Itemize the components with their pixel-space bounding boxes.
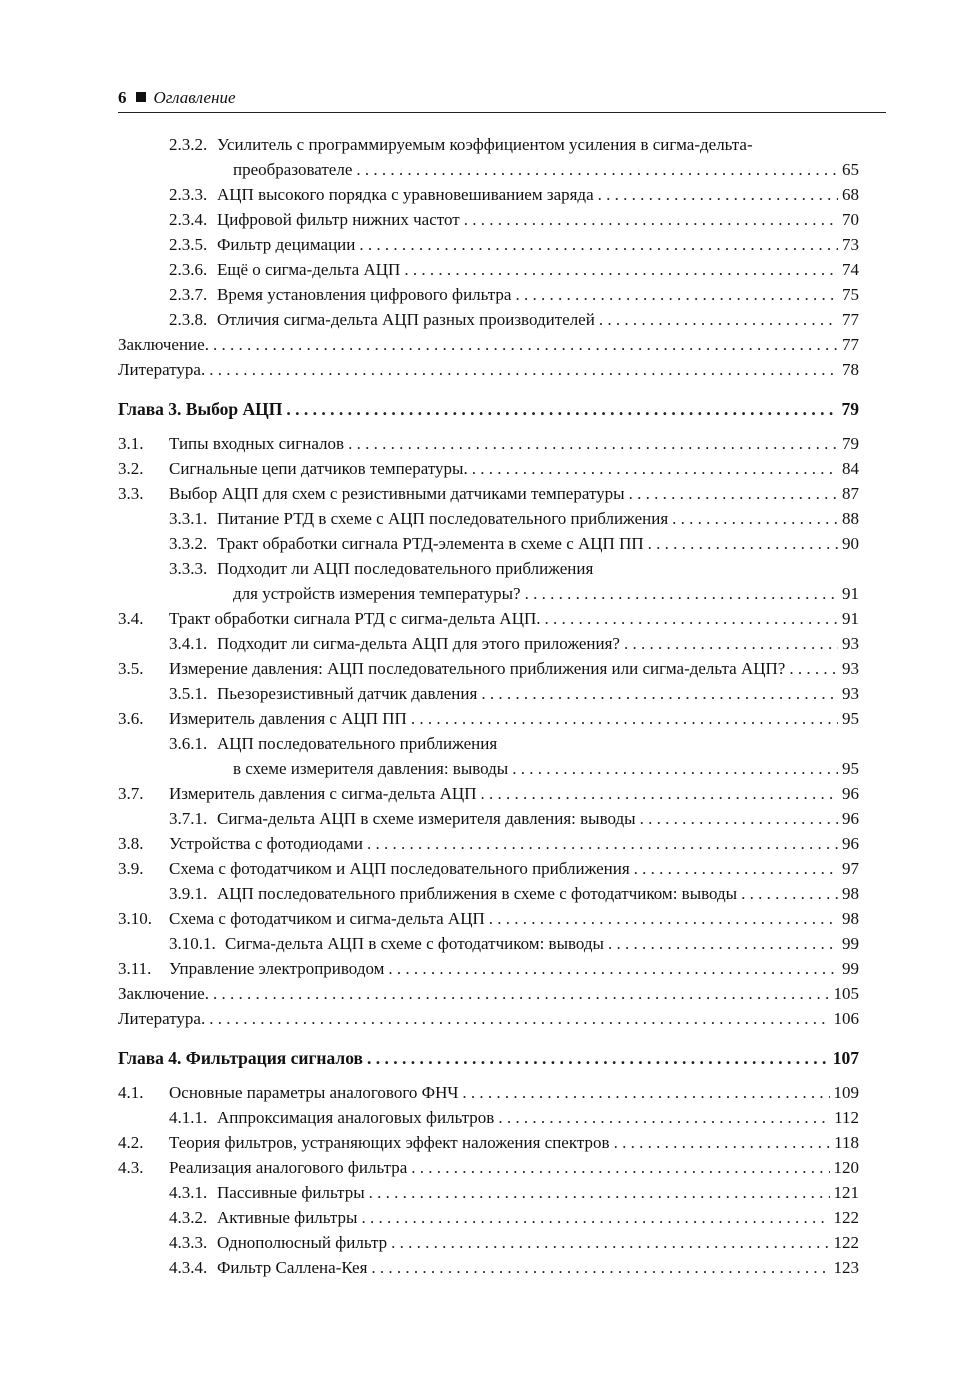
toc-page-number: 79 (842, 434, 859, 453)
toc-entry[interactable] (118, 257, 859, 282)
dot-leader (209, 1006, 829, 1031)
toc-page-number: 97 (842, 859, 859, 878)
toc-entry-number: 2.3.2. (169, 135, 208, 154)
toc-page-number: 79 (841, 399, 859, 419)
toc-page-number: 90 (842, 534, 859, 553)
toc-entry-number: 2.3.6. (169, 260, 208, 279)
toc-entry-number: 3.6.1. (169, 734, 208, 753)
toc-page-number: 118 (834, 1133, 859, 1152)
toc-entry-number: 2.3.8. (169, 310, 208, 329)
dot-leader (369, 1180, 830, 1205)
toc-entry-title: Заключение. (118, 335, 209, 354)
toc-chapter[interactable] (118, 396, 859, 422)
toc-entry-title: Подходит ли АЦП последовательного приближения (217, 559, 594, 578)
toc-entry-number: 3.6. (118, 709, 144, 728)
toc-entry[interactable] (118, 681, 859, 706)
toc-page-number: 120 (833, 1158, 859, 1177)
toc-entry[interactable] (118, 981, 859, 1006)
dot-leader (648, 531, 838, 556)
dot-leader (481, 781, 839, 806)
toc-entry[interactable] (118, 1180, 859, 1205)
toc-entry[interactable] (118, 282, 859, 307)
toc-entry-number: 3.9. (118, 859, 144, 878)
toc-entry-number: 4.2. (118, 1133, 144, 1152)
running-title: Оглавление (153, 88, 236, 107)
running-header (118, 86, 886, 113)
toc-page-number: 77 (842, 310, 859, 329)
toc-entry-number: 4.3.3. (169, 1233, 208, 1252)
dot-leader (629, 481, 838, 506)
toc-entry-title: АЦП последовательного приближения (217, 734, 498, 753)
toc-entry-title: Основные параметры аналогового ФНЧ (169, 1083, 459, 1102)
toc-entry-title: Подходит ли сигма-дельта АЦП для этого приложения? (217, 634, 620, 653)
dot-leader (608, 931, 838, 956)
toc-entry-title: Сигма-дельта АЦП в схеме измерителя давления: выводы (217, 809, 636, 828)
toc-entry-number: 3.3. (118, 484, 144, 503)
toc-entry-title: Управление электроприводом (169, 959, 385, 978)
toc-entry-title: Литература. (118, 1009, 206, 1028)
dot-leader (367, 831, 838, 856)
toc-entry[interactable] (118, 1155, 859, 1180)
dot-leader (640, 806, 838, 831)
square-bullet-icon (136, 92, 146, 102)
toc-entry[interactable] (118, 481, 859, 506)
toc-entry[interactable] (118, 1205, 859, 1230)
toc-page-number: 77 (842, 335, 859, 354)
dot-leader (545, 606, 839, 631)
toc-entry-number: 3.3.3. (169, 559, 208, 578)
toc-entry-number: 3.1. (118, 434, 144, 453)
toc-entry-title: Выбор АЦП для схем с резистивными датчиками температуры (169, 484, 625, 503)
toc-entry-number: 4.3.1. (169, 1183, 208, 1202)
toc-entry-title: Питание РТД в схеме с АЦП последовательного приближения (217, 509, 669, 528)
toc-entry[interactable] (118, 1230, 859, 1255)
dot-leader (367, 1045, 829, 1071)
dot-leader (286, 396, 837, 422)
toc-entry-title: АЦП последовательного приближения в схеме с фотодатчиком: выводы (217, 884, 738, 903)
toc-entry-number: 3.2. (118, 459, 144, 478)
toc-entry-title: Литература. (118, 360, 206, 379)
dot-leader (388, 956, 838, 981)
toc-page-number: 98 (842, 884, 859, 903)
dot-leader (361, 1205, 829, 1230)
toc-entry[interactable] (118, 1255, 859, 1280)
dot-leader (515, 282, 838, 307)
toc-page-number: 98 (842, 909, 859, 928)
toc-entry[interactable] (118, 332, 859, 357)
toc-entry-title: Реализация аналогового фильтра (169, 1158, 408, 1177)
toc-entry[interactable] (118, 856, 859, 881)
toc-page-number: 65 (842, 160, 859, 179)
toc-page-number: 68 (842, 185, 859, 204)
dot-leader (512, 756, 838, 781)
toc-page-number: 93 (842, 634, 859, 653)
toc-entry[interactable] (118, 1006, 859, 1031)
toc-entry-number: 3.9.1. (169, 884, 208, 903)
dot-leader (525, 581, 838, 606)
toc-page-number: 88 (842, 509, 859, 528)
toc-entry-title: Измерение давления: АЦП последовательного приближения или сигма-дельта АЦП? (169, 659, 786, 678)
toc-entry-number: 3.8. (118, 834, 144, 853)
toc-entry-title: Однополюсный фильтр (217, 1233, 388, 1252)
toc-entry-title: Заключение. (118, 984, 209, 1003)
toc-entry-number: 3.10.1. (169, 934, 216, 953)
toc-entry-title: Устройства с фотодиодами (169, 834, 363, 853)
toc-page-number: 96 (842, 834, 859, 853)
toc-entry-title: Время установления цифрового фильтра (217, 285, 512, 304)
dot-leader (391, 1230, 829, 1255)
toc-entry-number: 4.3.2. (169, 1208, 208, 1227)
toc-entry-title: Аппроксимация аналоговых фильтров (217, 1108, 495, 1127)
dot-leader (481, 681, 838, 706)
toc-entry-title: Усилитель с программируемым коэффициентом усиления в сигма-дельта- (217, 135, 753, 154)
toc-page-number: 93 (842, 684, 859, 703)
toc-page-number: 70 (842, 210, 859, 229)
toc-entry-title: Глава 4. Фильтрация сигналов (118, 1048, 363, 1068)
toc-entry-title: Фильтр децимации (217, 235, 356, 254)
toc-page-number: 74 (842, 260, 859, 279)
toc-entry-number: 2.3.7. (169, 285, 208, 304)
page-number: 6 (118, 88, 127, 107)
dot-leader (634, 856, 838, 881)
toc-entry[interactable] (118, 207, 859, 232)
toc-entry-number: 3.5. (118, 659, 144, 678)
toc-page-number: 112 (834, 1108, 859, 1127)
toc-entry[interactable] (118, 656, 859, 681)
toc-page-number: 87 (842, 484, 859, 503)
toc-entry[interactable] (118, 307, 859, 332)
toc-entry[interactable] (118, 906, 859, 931)
dot-leader (614, 1130, 831, 1155)
toc-page-number: 107 (832, 1048, 859, 1068)
toc-entry-title: Отличия сигма-дельта АЦП разных производителей (217, 310, 595, 329)
toc-page-number: 78 (842, 360, 859, 379)
toc-entry[interactable] (118, 881, 859, 906)
toc-page-number: 105 (833, 984, 859, 1003)
toc-page-number: 75 (842, 285, 859, 304)
toc-entry-number: 2.3.4. (169, 210, 208, 229)
toc-entry-title: Тракт обработки сигнала РТД с сигма-дельта АЦП. (169, 609, 541, 628)
toc-entry-number: 2.3.5. (169, 235, 208, 254)
toc-page-number: 73 (842, 235, 859, 254)
toc-page-number: 91 (842, 584, 859, 603)
toc-entry-number: 3.5.1. (169, 684, 208, 703)
toc-page-number: 109 (833, 1083, 859, 1102)
dot-leader (209, 357, 838, 382)
dot-leader (472, 456, 838, 481)
toc-page-number: 95 (842, 759, 859, 778)
toc-entry-title: Ещё о сигма-дельта АЦП (217, 260, 401, 279)
dot-leader (741, 881, 838, 906)
dot-leader (464, 207, 838, 232)
toc-entry[interactable] (118, 556, 859, 606)
toc-entry[interactable] (118, 456, 859, 481)
toc-entry-title: Измеритель давления с АЦП ПП (169, 709, 407, 728)
dot-leader (411, 706, 838, 731)
dot-leader (498, 1105, 830, 1130)
toc-entry[interactable] (118, 182, 859, 207)
toc-page-number: 96 (842, 809, 859, 828)
dot-leader (489, 906, 838, 931)
dot-leader (356, 157, 838, 182)
toc-entry-title: Схема с фотодатчиком и сигма-дельта АЦП (169, 909, 485, 928)
toc-page-number: 99 (842, 959, 859, 978)
toc-entry[interactable] (118, 706, 859, 731)
toc-entry-title: Фильтр Саллена-Кея (217, 1258, 368, 1277)
toc-page-number: 96 (842, 784, 859, 803)
toc-entry[interactable] (118, 931, 859, 956)
toc-entry[interactable] (118, 357, 859, 382)
toc-entry-number: 3.11. (118, 959, 152, 978)
toc-page-number: 91 (842, 609, 859, 628)
toc-entry[interactable] (118, 631, 859, 656)
dot-leader (213, 981, 830, 1006)
toc-entry-title: преобразователе (233, 160, 353, 179)
dot-leader (789, 656, 838, 681)
toc-entry[interactable] (118, 1080, 859, 1105)
dot-leader (411, 1155, 829, 1180)
toc-entry-number: 4.3. (118, 1158, 144, 1177)
toc-entry[interactable] (118, 1105, 859, 1130)
dot-leader (598, 182, 838, 207)
dot-leader (348, 431, 838, 456)
toc-chapter[interactable] (118, 1045, 859, 1071)
toc-page-number: 84 (842, 459, 859, 478)
toc-page-number: 121 (833, 1183, 859, 1202)
toc-entry-title: Измеритель давления с сигма-дельта АЦП (169, 784, 477, 803)
toc-entry-title: Глава 3. Выбор АЦП (118, 399, 283, 419)
dot-leader (359, 232, 838, 257)
toc-entry-number: 3.3.1. (169, 509, 208, 528)
toc-entry[interactable] (118, 831, 859, 856)
toc-page-number: 123 (833, 1258, 859, 1277)
dot-leader (213, 332, 838, 357)
toc-entry-title: Сигнальные цепи датчиков температуры. (169, 459, 468, 478)
toc-entry-number: 3.4.1. (169, 634, 208, 653)
toc-entry[interactable] (118, 531, 859, 556)
dot-leader (624, 631, 838, 656)
toc-entry-title: в схеме измерителя давления: выводы (233, 759, 509, 778)
toc-entry[interactable] (118, 781, 859, 806)
toc-page-number: 106 (833, 1009, 859, 1028)
toc-page-number: 99 (842, 934, 859, 953)
dot-leader (462, 1080, 829, 1105)
toc-entry-number: 3.7.1. (169, 809, 208, 828)
dot-leader (404, 257, 838, 282)
toc-entry-title: Теория фильтров, устраняющих эффект наложения спектров (169, 1133, 610, 1152)
toc-entry-title: для устройств измерения температуры? (233, 584, 521, 603)
toc-entry[interactable] (118, 606, 859, 631)
toc-entry[interactable] (118, 232, 859, 257)
toc-page-number: 122 (833, 1208, 859, 1227)
toc-entry-number: 4.3.4. (169, 1258, 208, 1277)
toc-entry[interactable] (118, 731, 859, 781)
toc-entry-title: АЦП высокого порядка с уравновешиванием заряда (217, 185, 594, 204)
toc-entry[interactable] (118, 132, 859, 182)
toc-entry-number: 3.7. (118, 784, 144, 803)
toc-entry[interactable] (118, 806, 859, 831)
toc-entry-number: 3.3.2. (169, 534, 208, 553)
toc-entry-title: Сигма-дельта АЦП в схеме с фотодатчиком: выводы (225, 934, 604, 953)
dot-leader (371, 1255, 829, 1280)
toc-entry[interactable] (118, 1130, 859, 1155)
toc-entry-title: Цифровой фильтр нижних частот (217, 210, 460, 229)
dot-leader (599, 307, 838, 332)
table-of-contents (118, 132, 859, 1280)
toc-entry[interactable] (118, 431, 859, 456)
toc-entry-title: Типы входных сигналов (169, 434, 345, 453)
toc-entry-number: 3.10. (118, 909, 152, 928)
toc-entry-title: Пьезорезистивный датчик давления (217, 684, 478, 703)
toc-entry-title: Тракт обработки сигнала РТД-элемента в схеме с АЦП ПП (217, 534, 644, 553)
toc-entry[interactable] (118, 956, 859, 981)
dot-leader (672, 506, 838, 531)
toc-entry-title: Пассивные фильтры (217, 1183, 365, 1202)
toc-entry[interactable] (118, 506, 859, 531)
toc-entry-title: Активные фильтры (217, 1208, 358, 1227)
toc-entry-title: Схема с фотодатчиком и АЦП последовательного приближения (169, 859, 630, 878)
toc-page-number: 95 (842, 709, 859, 728)
toc-entry-number: 3.4. (118, 609, 144, 628)
toc-entry-number: 2.3.3. (169, 185, 208, 204)
toc-page-number: 93 (842, 659, 859, 678)
toc-entry-number: 4.1. (118, 1083, 144, 1102)
toc-entry-number: 4.1.1. (169, 1108, 208, 1127)
toc-page-number: 122 (833, 1233, 859, 1252)
